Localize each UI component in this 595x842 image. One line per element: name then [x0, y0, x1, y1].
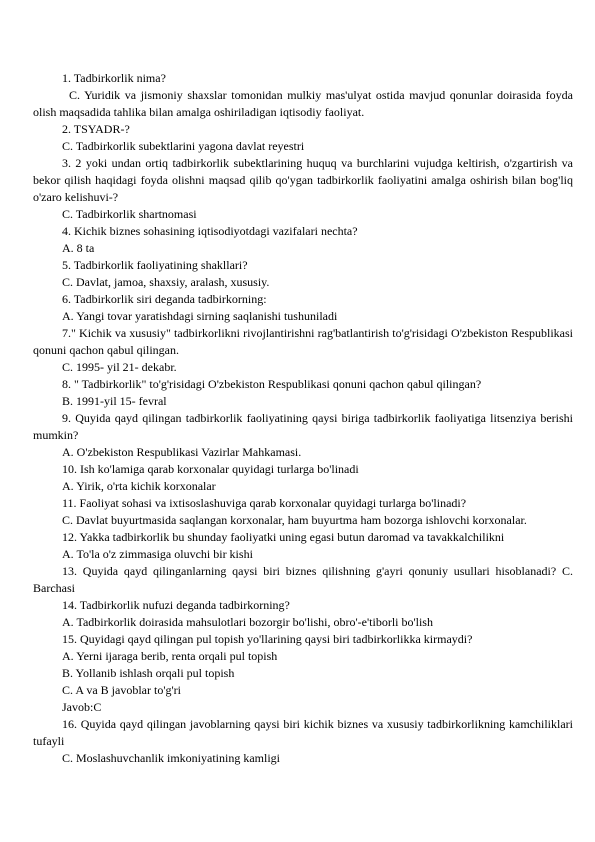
question-1: 1. Tadbirkorlik nima? [62, 71, 166, 85]
question-11: 11. Faoliyat sohasi va ixtisoslashuviga qarab korxonalar quyidagi turlarga bo'linadi? [62, 496, 467, 510]
option-15-a: A. Yerni ijaraga berib, renta orqali pul topish [62, 649, 278, 663]
question-3: 3. 2 yoki undan ortiq tadbirkorlik subektlarining huquq va burchlarini vujudga keltirish, o'zgartirish va bekor qilish haqidagi foyda olishni maqsad qilib qo'ygan tadbirkorlik faoliyatini amalga oshirish bilan bog'liq o'zaro kelishuvi-? [33, 156, 573, 204]
option-15-c: C. A va B javoblar to'g'ri [62, 683, 181, 697]
question-10: 10. Ish ko'lamiga qarab korxonalar quyidagi turlarga bo'linadi [62, 462, 359, 476]
question-13: 13. Quyida qayd qilinganlarning qaysi biri biznes qilishning g'ayri qonuniy usullari hisoblanadi? C. Barchasi [33, 564, 573, 595]
answer-7: C. 1995- yil 21- dekabr. [62, 360, 177, 374]
answer-3: C. Tadbirkorlik shartnomasi [62, 207, 197, 221]
answer-10: A. Yirik, o'rta kichik korxonalar [62, 479, 216, 493]
answer-12: A. To'la o'z zimmasiga oluvchi bir kishi [62, 547, 253, 561]
question-9: 9. Quyida qayd qilingan tadbirkorlik faoliyatining qaysi biriga tadbirkorlik faoliyatiga litsenziya berishi mumkin? [33, 411, 573, 442]
question-15: 15. Quyidagi qayd qilingan pul topish yo'llarining qaysi biri tadbirkorlikka kirmaydi? [62, 632, 473, 646]
question-5: 5. Tadbirkorlik faoliyatining shakllari? [62, 258, 248, 272]
document-body [33, 70, 573, 767]
answer-6: A. Yangi tovar yaratishdagi sirning saqlanishi tushuniladi [62, 309, 338, 323]
question-16: 16. Quyida qayd qilingan javoblarning qaysi biri kichik biznes va xususiy tadbirkorlikning kamchiliklari tufayli [33, 717, 573, 748]
answer-15: Javob:C [62, 700, 102, 714]
answer-11: C. Davlat buyurtmasida saqlangan korxonalar, ham buyurtma ham bozorga ishlovchi korxonalar. [62, 513, 527, 527]
answer-4: A. 8 ta [62, 241, 95, 255]
question-4: 4. Kichik biznes sohasining iqtisodiyotdagi vazifalari nechta? [62, 224, 358, 238]
question-8: 8. " Tadbirkorlik" to'g'risidagi O'zbekiston Respublikasi qonuni qachon qabul qilingan? [62, 377, 482, 391]
answer-14: A. Tadbirkorlik doirasida mahsulotlari bozorgir bo'lishi, obro'-e'tiborli bo'lish [62, 615, 433, 629]
question-7: 7." Kichik va xususiy" tadbirkorlikni rivojlantirishni rag'batlantirish to'g'risidagi O'zbekiston Respublikasi qonuni qachon qabul qilingan. [33, 326, 573, 357]
question-6: 6. Tadbirkorlik siri deganda tadbirkorning: [62, 292, 267, 306]
question-14: 14. Tadbirkorlik nufuzi deganda tadbirkorning? [62, 598, 290, 612]
answer-1: C. Yuridik va jismoniy shaxslar tomonidan mulkiy mas'ulyat ostida mavjud qonunlar doirasida foyda olish maqsadida tahlika bilan amalga oshiriladigan iqtisodiy faoliyat. [33, 88, 573, 119]
option-15-b: B. Yollanib ishlash orqali pul topish [62, 666, 235, 680]
question-12: 12. Yakka tadbirkorlik bu shunday faoliyatki uning egasi butun daromad va tavakkalchilikni [62, 530, 505, 544]
answer-16: C. Moslashuvchanlik imkoniyatining kamligi [62, 751, 280, 765]
question-2: 2. TSYADR-? [62, 122, 130, 136]
answer-8: B. 1991-yil 15- fevral [62, 394, 167, 408]
answer-2: C. Tadbirkorlik subektlarini yagona davlat reyestri [62, 139, 305, 153]
answer-5: C. Davlat, jamoa, shaxsiy, aralash, xususiy. [62, 275, 270, 289]
answer-9: A. O'zbekiston Respublikasi Vazirlar Mahkamasi. [62, 445, 302, 459]
